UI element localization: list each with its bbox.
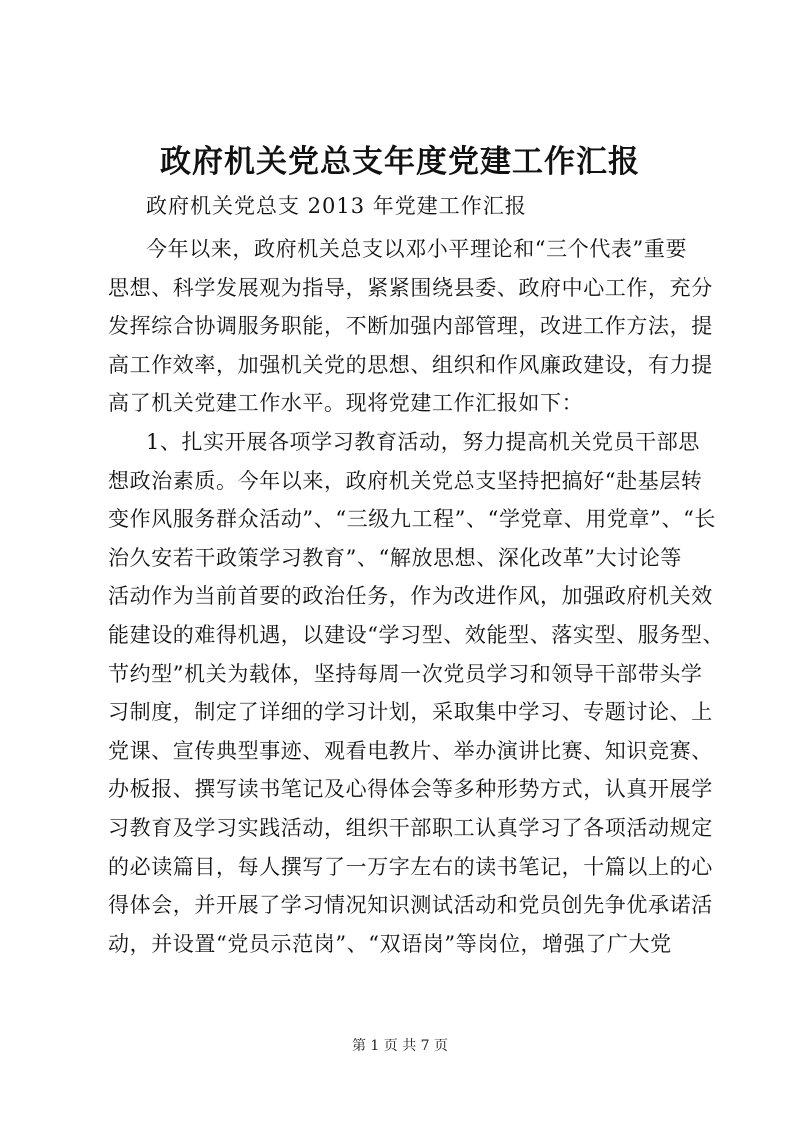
body-line: 习教育及学习实践活动，组织干部职工认真学习了各项活动规定 <box>108 815 713 840</box>
body-line: 今年以来，政府机关总支以邓小平理论和“三个代表”重要 <box>146 237 688 261</box>
body-line: 发挥综合协调服务职能，不断加强内部管理，改进工作方法，提 <box>108 314 713 339</box>
body-line: 习制度，制定了详细的学习计划，采取集中学习、专题讨论、上 <box>108 700 713 725</box>
document-subtitle: 政府机关党总支 2013 年党建工作汇报 <box>146 194 527 218</box>
page-number-footer: 第 1 页 共 7 页 <box>351 1038 449 1054</box>
body-line: 1、扎实开展各项学习教育活动，努力提高机关党员干部思 <box>146 429 700 454</box>
body-line: 活动作为当前首要的政治任务，作为改进作风，加强政府机关效 <box>108 584 713 609</box>
body-line: 想政治素质。今年以来，政府机关党总支坚持把搞好“赴基层转 <box>108 468 703 493</box>
body-line: 变作风服务群众活动”、“三级九工程”、“学党章、用党章”、“长 <box>108 507 717 532</box>
body-line: 能建设的难得机遇，以建设“学习型、效能型、落实型、服务型、 <box>108 622 725 647</box>
body-line: 治久安若干政策学习教育”、“解放思想、深化改革”大讨论等 <box>108 545 683 570</box>
body-line: 高工作效率，加强机关党的思想、组织和作风廉政建设，有力提 <box>108 352 713 377</box>
body-line: 思想、科学发展观为指导，紧紧围绕县委、政府中心工作，充分 <box>108 275 713 300</box>
document-title: 政府机关党总支年度党建工作汇报 <box>160 144 640 180</box>
document-body <box>108 230 725 963</box>
body-line: 办板报、撰写读书笔记及心得体会等多种形势方式，认真开展学 <box>108 777 713 802</box>
body-line: 的必读篇目，每人撰写了一万字左右的读书笔记，十篇以上的心 <box>108 854 713 879</box>
body-line: 党课、宣传典型事迹、观看电教片、举办演讲比赛、知识竞赛、 <box>108 738 713 763</box>
body-line: 动，并设置“党员示范岗”、“双语岗”等岗位，增强了广大党 <box>108 931 672 956</box>
body-line: 高了机关党建工作水平。现将党建工作汇报如下： <box>108 391 584 416</box>
body-line: 节约型”机关为载体，坚持每周一次党员学习和领导干部带头学 <box>108 661 703 686</box>
body-line: 得体会，并开展了学习情况知识测试活动和党员创先争优承诺活 <box>108 893 713 918</box>
